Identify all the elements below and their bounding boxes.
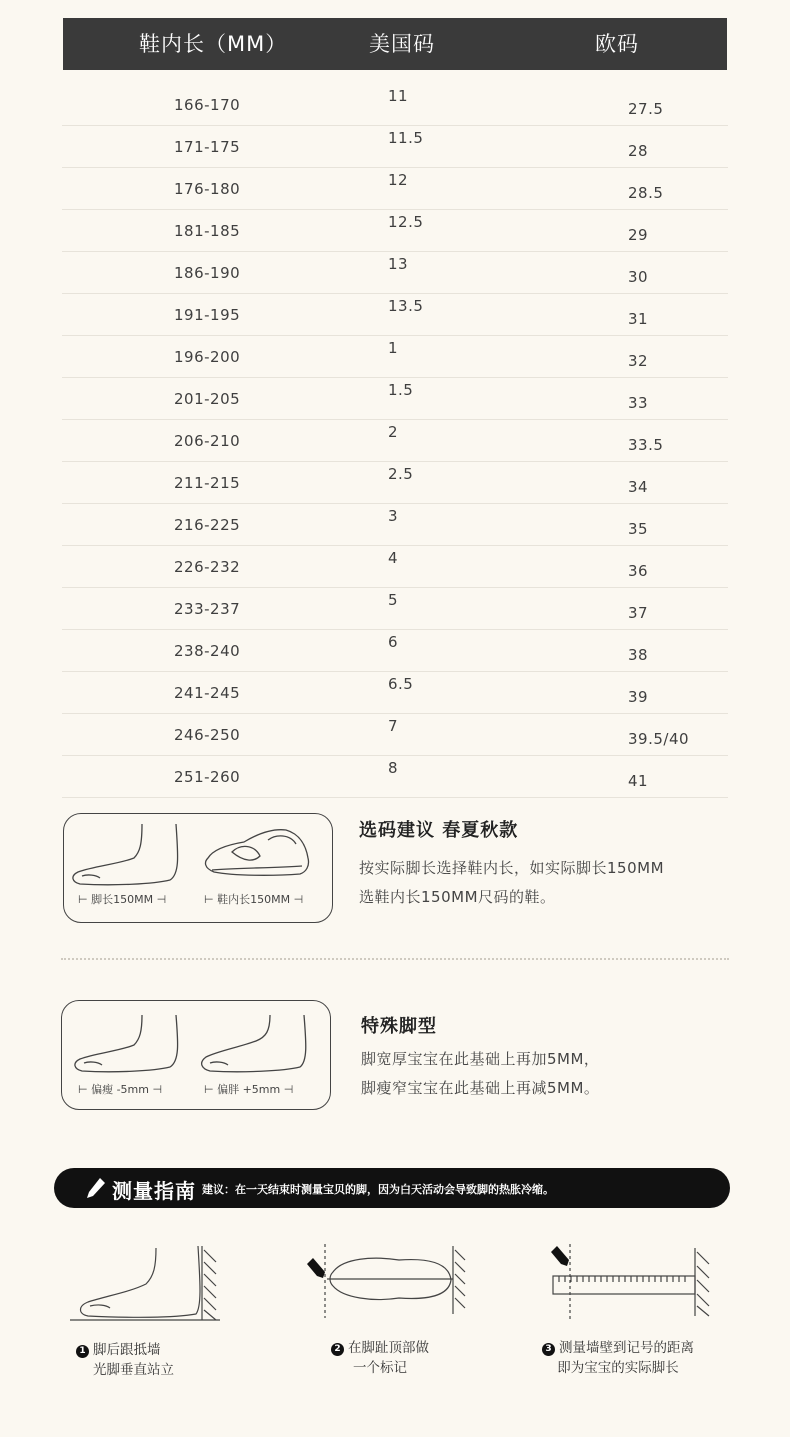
cell-inner-length: 246-250 (174, 726, 241, 744)
table-row (62, 251, 728, 294)
step-2-number: 2 (331, 1343, 344, 1356)
cell-us-size: 2.5 (388, 465, 414, 483)
cell-inner-length: 233-237 (174, 600, 241, 618)
step-3-text (542, 1338, 694, 1378)
table-row (62, 167, 728, 210)
cell-us-size: 13 (388, 255, 409, 273)
cell-inner-length: 206-210 (174, 432, 241, 450)
table-row (62, 83, 728, 126)
table-row (62, 293, 728, 336)
table-row (62, 461, 728, 504)
foot-shoe-illustration (63, 813, 333, 923)
wide-foot-label: ⊢ 偏胖 +5mm ⊣ (204, 1083, 294, 1096)
step-3-line-1: 测量墙壁到记号的距离 (559, 1340, 694, 1356)
table-row (62, 713, 728, 756)
header-eu-size: 欧码 (595, 32, 639, 56)
cell-inner-length: 196-200 (174, 348, 241, 366)
foot-length-value: 脚长150MM (91, 893, 154, 906)
foot-length-label: ⊢ 脚长150MM ⊣ (78, 893, 167, 906)
cell-eu-size: 37 (628, 604, 649, 622)
cell-eu-size: 36 (628, 562, 649, 580)
cell-inner-length: 171-175 (174, 138, 241, 156)
shoe-length-value: 鞋内长150MM (217, 893, 291, 906)
cell-inner-length: 166-170 (174, 96, 241, 114)
cell-inner-length: 176-180 (174, 180, 241, 198)
special-feet-line-1: 脚宽厚宝宝在此基础上再加5MM， (361, 1050, 600, 1068)
cell-eu-size: 33.5 (628, 436, 664, 454)
cell-us-size: 1 (388, 339, 399, 357)
cell-eu-size: 30 (628, 268, 649, 286)
pencil-icon (86, 1177, 106, 1199)
special-feet-illustration (61, 1000, 331, 1110)
cell-us-size: 3 (388, 507, 399, 525)
size-tip-line-2: 选鞋内长150MM尺码的鞋。 (359, 888, 556, 906)
cell-us-size: 1.5 (388, 381, 414, 399)
size-tip-line-1: 按实际脚长选择鞋内长，如实际脚长150MM (359, 859, 665, 877)
cell-inner-length: 186-190 (174, 264, 241, 282)
special-feet-title: 特殊脚型 (361, 1016, 437, 1037)
cell-eu-size: 35 (628, 520, 649, 538)
cell-eu-size: 27.5 (628, 100, 664, 118)
cell-inner-length: 181-185 (174, 222, 241, 240)
step-3-number: 3 (542, 1343, 555, 1356)
cell-eu-size: 33 (628, 394, 649, 412)
guide-note: 建议：在一天结束时测量宝贝的脚，因为白天活动会导致脚的热胀冷缩。 (202, 1183, 554, 1196)
shoe-length-label: ⊢ 鞋内长150MM ⊣ (204, 893, 304, 906)
guide-title: 测量指南 (112, 1179, 196, 1203)
step-1-illustration (70, 1240, 222, 1326)
cell-inner-length: 251-260 (174, 768, 241, 786)
special-feet-text (361, 1045, 599, 1103)
table-row (62, 209, 728, 252)
cell-us-size: 12 (388, 171, 409, 189)
size-tip-text (359, 854, 664, 912)
step-2-illustration (303, 1242, 468, 1318)
table-row (62, 335, 728, 378)
table-row (62, 629, 728, 672)
table-row (62, 545, 728, 588)
cell-us-size: 13.5 (388, 297, 424, 315)
cell-inner-length: 216-225 (174, 516, 241, 534)
cell-eu-size: 29 (628, 226, 649, 244)
size-tip-title: 选码建议 春夏秋款 (359, 820, 519, 841)
step-3-illustration (547, 1244, 717, 1320)
step-1-line-1: 脚后跟抵墙 (93, 1342, 161, 1358)
cell-eu-size: 34 (628, 478, 649, 496)
step-1-text (76, 1340, 174, 1380)
wide-foot-value: 偏胖 +5mm (217, 1083, 281, 1096)
cell-us-size: 6 (388, 633, 399, 651)
header-us-size: 美国码 (369, 32, 435, 56)
table-row (62, 377, 728, 420)
cell-us-size: 11.5 (388, 129, 424, 147)
thin-foot-label: ⊢ 偏瘦 -5mm ⊣ (78, 1083, 163, 1096)
table-row (62, 419, 728, 462)
cell-eu-size: 38 (628, 646, 649, 664)
cell-inner-length: 238-240 (174, 642, 241, 660)
cell-us-size: 12.5 (388, 213, 424, 231)
table-row (62, 671, 728, 714)
measurement-guide-bar (54, 1168, 730, 1208)
cell-eu-size: 31 (628, 310, 649, 328)
size-table-header (63, 18, 727, 70)
step-1-number: 1 (76, 1345, 89, 1358)
cell-us-size: 4 (388, 549, 399, 567)
cell-us-size: 6.5 (388, 675, 414, 693)
table-row (62, 755, 728, 798)
cell-us-size: 11 (388, 87, 409, 105)
cell-eu-size: 41 (628, 772, 649, 790)
cell-us-size: 5 (388, 591, 399, 609)
step-1-line-2: 光脚垂直站立 (93, 1362, 174, 1378)
step-3-line-2: 即为宝宝的实际脚长 (557, 1360, 679, 1376)
step-2-line-2: 一个标记 (353, 1360, 407, 1376)
cell-us-size: 7 (388, 717, 399, 735)
thin-foot-value: 偏瘦 -5mm (91, 1083, 149, 1096)
cell-us-size: 8 (388, 759, 399, 777)
cell-eu-size: 28 (628, 142, 649, 160)
step-2-text (331, 1338, 429, 1378)
table-row (62, 587, 728, 630)
cell-inner-length: 201-205 (174, 390, 241, 408)
table-row (62, 125, 728, 168)
cell-inner-length: 191-195 (174, 306, 241, 324)
cell-eu-size: 39.5/40 (628, 730, 690, 748)
cell-us-size: 2 (388, 423, 399, 441)
cell-inner-length: 211-215 (174, 474, 241, 492)
cell-inner-length: 226-232 (174, 558, 241, 576)
cell-eu-size: 28.5 (628, 184, 664, 202)
section-divider (61, 958, 729, 960)
header-inner-length: 鞋内长（MM） (139, 32, 288, 56)
cell-eu-size: 32 (628, 352, 649, 370)
step-2-line-1: 在脚趾顶部做 (348, 1340, 429, 1356)
cell-inner-length: 241-245 (174, 684, 241, 702)
table-row (62, 503, 728, 546)
cell-eu-size: 39 (628, 688, 649, 706)
special-feet-line-2: 脚瘦窄宝宝在此基础上再减5MM。 (361, 1079, 600, 1097)
